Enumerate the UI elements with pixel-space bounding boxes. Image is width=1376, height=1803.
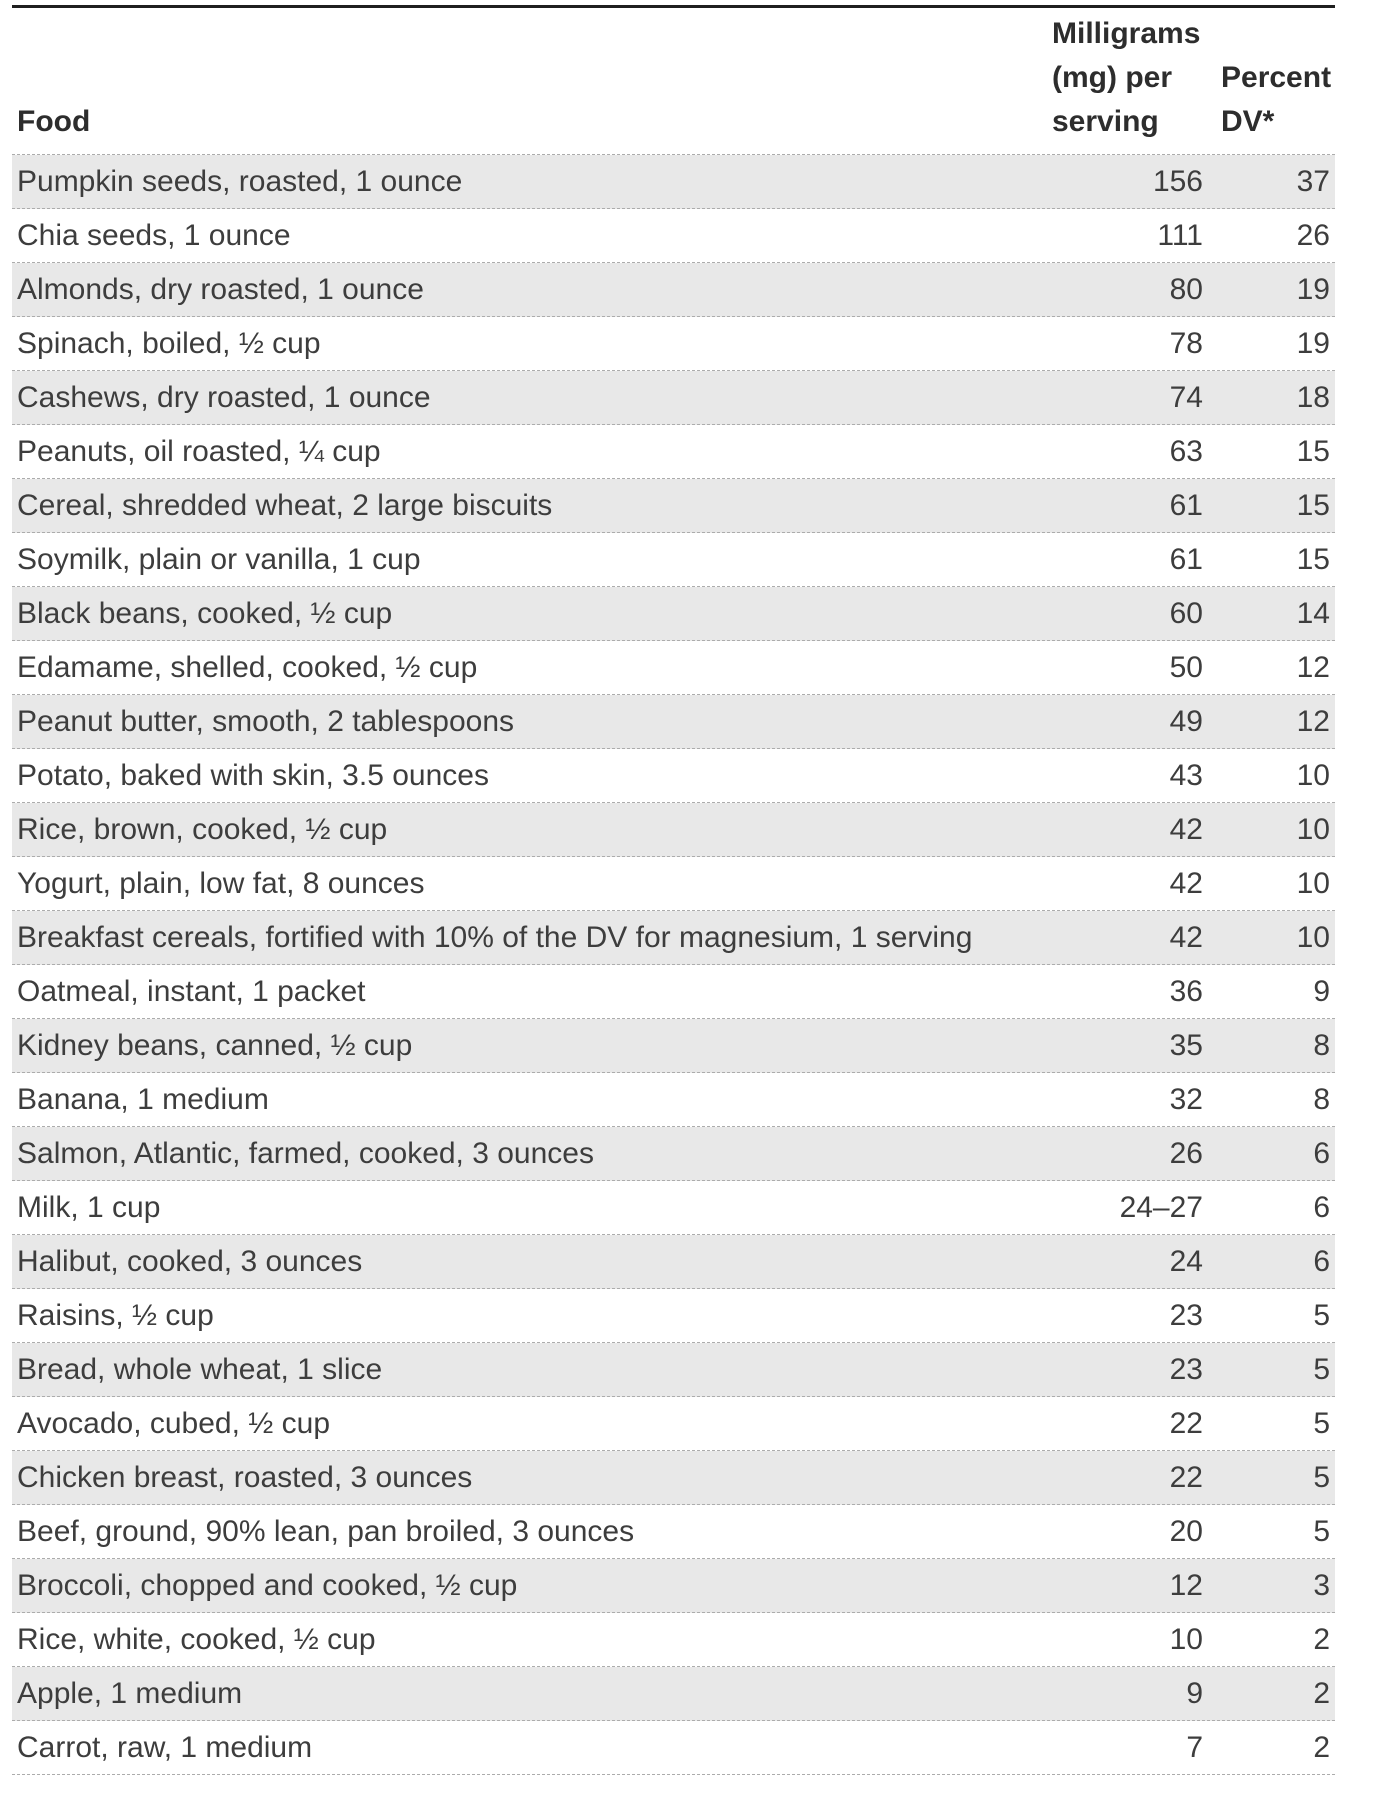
mg-per-serving-cell: 23 <box>1169 1352 1203 1386</box>
table-row <box>12 209 1335 263</box>
food-cell: Chicken breast, roasted, 3 ounces <box>17 1460 473 1494</box>
percent-dv-cell: 6 <box>1313 1244 1330 1278</box>
percent-dv-cell: 26 <box>1296 218 1330 252</box>
percent-dv-cell: 10 <box>1296 866 1330 900</box>
mg-per-serving-cell: 35 <box>1169 1028 1203 1062</box>
food-cell: Milk, 1 cup <box>17 1190 161 1224</box>
percent-dv-cell: 15 <box>1296 434 1330 468</box>
table-row <box>12 803 1335 857</box>
percent-dv-cell: 10 <box>1296 758 1330 792</box>
food-cell: Carrot, raw, 1 medium <box>17 1730 313 1764</box>
mg-per-serving-cell: 43 <box>1169 758 1203 792</box>
mg-per-serving-cell: 7 <box>1186 1730 1203 1764</box>
mg-per-serving-cell: 32 <box>1169 1082 1203 1116</box>
percent-dv-cell: 5 <box>1313 1460 1330 1494</box>
mg-per-serving-cell: 63 <box>1169 434 1203 468</box>
table-row <box>12 911 1335 965</box>
table-row <box>12 965 1335 1019</box>
table-row <box>12 1181 1335 1235</box>
table-row <box>12 317 1335 371</box>
column-header-food: Food <box>17 105 91 138</box>
table-row <box>12 641 1335 695</box>
percent-dv-cell: 3 <box>1313 1568 1330 1602</box>
food-cell: Avocado, cubed, ½ cup <box>17 1406 331 1440</box>
table-row <box>12 857 1335 911</box>
percent-dv-cell: 19 <box>1296 326 1330 360</box>
percent-dv-cell: 6 <box>1313 1190 1330 1224</box>
percent-dv-cell: 2 <box>1313 1622 1330 1656</box>
table-row <box>12 1019 1335 1073</box>
food-cell: Spinach, boiled, ½ cup <box>17 326 321 360</box>
percent-dv-cell: 9 <box>1313 974 1330 1008</box>
percent-dv-cell: 6 <box>1313 1136 1330 1170</box>
food-cell: Halibut, cooked, 3 ounces <box>17 1244 363 1278</box>
percent-dv-cell: 18 <box>1296 380 1330 414</box>
percent-dv-cell: 14 <box>1296 596 1330 630</box>
percent-dv-cell: 19 <box>1296 272 1330 306</box>
mg-per-serving-cell: 50 <box>1169 650 1203 684</box>
percent-dv-cell: 5 <box>1313 1406 1330 1440</box>
food-cell: Broccoli, chopped and cooked, ½ cup <box>17 1568 518 1602</box>
table-row <box>12 1721 1335 1775</box>
percent-dv-cell: 5 <box>1313 1514 1330 1548</box>
percent-dv-cell: 12 <box>1296 650 1330 684</box>
food-cell: Potato, baked with skin, 3.5 ounces <box>17 758 489 792</box>
table-row <box>12 1235 1335 1289</box>
mg-per-serving-cell: 42 <box>1169 866 1203 900</box>
mg-per-serving-cell: 74 <box>1169 380 1203 414</box>
food-cell: Banana, 1 medium <box>17 1082 269 1116</box>
mg-per-serving-cell: 23 <box>1169 1298 1203 1332</box>
food-cell: Salmon, Atlantic, farmed, cooked, 3 ounces <box>17 1136 594 1170</box>
table-row <box>12 1559 1335 1613</box>
percent-dv-cell: 15 <box>1296 542 1330 576</box>
percent-dv-cell: 10 <box>1296 920 1330 954</box>
food-cell: Soymilk, plain or vanilla, 1 cup <box>17 542 421 576</box>
percent-dv-cell: 2 <box>1313 1676 1330 1710</box>
mg-per-serving-cell: 24–27 <box>1119 1190 1203 1224</box>
mg-per-serving-cell: 12 <box>1169 1568 1203 1602</box>
mg-per-serving-cell: 36 <box>1169 974 1203 1008</box>
mg-per-serving-cell: 60 <box>1169 596 1203 630</box>
percent-dv-cell: 8 <box>1313 1082 1330 1116</box>
mg-per-serving-cell: 20 <box>1169 1514 1203 1548</box>
mg-per-serving-cell: 78 <box>1169 326 1203 360</box>
food-cell: Peanuts, oil roasted, ¼ cup <box>17 434 381 468</box>
table-row <box>12 1613 1335 1667</box>
food-cell: Rice, white, cooked, ½ cup <box>17 1622 376 1656</box>
food-cell: Oatmeal, instant, 1 packet <box>17 974 366 1008</box>
mg-per-serving-cell: 26 <box>1169 1136 1203 1170</box>
food-cell: Cereal, shredded wheat, 2 large biscuits <box>17 488 553 522</box>
food-cell: Black beans, cooked, ½ cup <box>17 596 393 630</box>
table-row <box>12 1667 1335 1721</box>
mg-per-serving-cell: 22 <box>1169 1460 1203 1494</box>
column-header-percent-dv: Percent DV* <box>1221 61 1332 138</box>
table-row <box>12 371 1335 425</box>
percent-dv-cell: 5 <box>1313 1298 1330 1332</box>
table-row <box>12 1073 1335 1127</box>
table-row <box>12 1127 1335 1181</box>
mg-per-serving-cell: 111 <box>1157 218 1203 252</box>
table-row <box>12 587 1335 641</box>
food-cell: Kidney beans, canned, ½ cup <box>17 1028 413 1062</box>
table-row <box>12 1397 1335 1451</box>
table-row <box>12 695 1335 749</box>
percent-dv-cell: 5 <box>1313 1352 1330 1386</box>
mg-per-serving-cell: 42 <box>1169 920 1203 954</box>
mg-per-serving-cell: 49 <box>1169 704 1203 738</box>
percent-dv-cell: 37 <box>1296 164 1330 198</box>
table-row <box>12 1451 1335 1505</box>
mg-per-serving-cell: 10 <box>1169 1622 1203 1656</box>
food-cell: Almonds, dry roasted, 1 ounce <box>17 272 424 306</box>
food-cell: Bread, whole wheat, 1 slice <box>17 1352 383 1386</box>
food-cell: Rice, brown, cooked, ½ cup <box>17 812 388 846</box>
food-cell: Beef, ground, 90% lean, pan broiled, 3 ounces <box>17 1514 635 1548</box>
percent-dv-cell: 8 <box>1313 1028 1330 1062</box>
table-row <box>12 155 1335 209</box>
food-cell: Yogurt, plain, low fat, 8 ounces <box>17 866 425 900</box>
magnesium-content-table <box>12 5 1335 1775</box>
percent-dv-cell: 2 <box>1313 1730 1330 1764</box>
percent-dv-cell: 10 <box>1296 812 1330 846</box>
food-cell: Raisins, ½ cup <box>17 1298 214 1332</box>
table-row <box>12 1343 1335 1397</box>
mg-per-serving-cell: 9 <box>1186 1676 1203 1710</box>
mg-per-serving-cell: 61 <box>1169 542 1203 576</box>
table-row <box>12 533 1335 587</box>
mg-per-serving-cell: 156 <box>1152 164 1203 198</box>
mg-per-serving-cell: 24 <box>1169 1244 1203 1278</box>
table-row <box>12 425 1335 479</box>
table-row <box>12 479 1335 533</box>
mg-per-serving-cell: 42 <box>1169 812 1203 846</box>
table-row <box>12 1289 1335 1343</box>
mg-per-serving-cell: 80 <box>1169 272 1203 306</box>
percent-dv-cell: 12 <box>1296 704 1330 738</box>
food-cell: Edamame, shelled, cooked, ½ cup <box>17 650 478 684</box>
food-cell: Peanut butter, smooth, 2 tablespoons <box>17 704 515 738</box>
food-cell: Cashews, dry roasted, 1 ounce <box>17 380 431 414</box>
mg-per-serving-cell: 22 <box>1169 1406 1203 1440</box>
food-cell: Apple, 1 medium <box>17 1676 243 1710</box>
food-cell: Pumpkin seeds, roasted, 1 ounce <box>17 164 463 198</box>
table-row <box>12 1505 1335 1559</box>
percent-dv-cell: 15 <box>1296 488 1330 522</box>
column-header-milligrams-per-serving: Milligrams (mg) per serving <box>1052 17 1201 138</box>
food-cell: Breakfast cereals, fortified with 10% of the DV for magnesium, 1 serving <box>17 920 973 954</box>
food-cell: Chia seeds, 1 ounce <box>17 218 291 252</box>
mg-per-serving-cell: 61 <box>1169 488 1203 522</box>
header-row <box>12 8 1335 155</box>
table-row <box>12 263 1335 317</box>
table-row <box>12 749 1335 803</box>
